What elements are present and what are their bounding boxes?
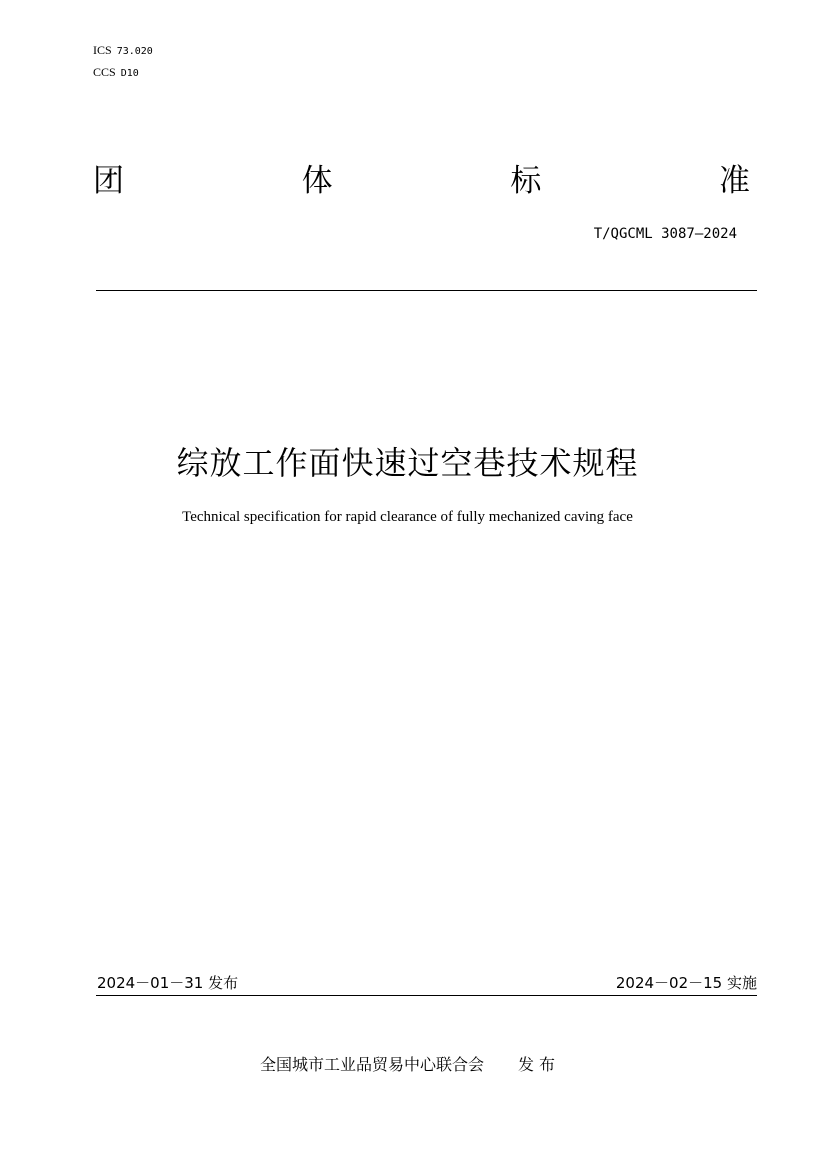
standard-number: T/QGCML 3087—2024 — [593, 226, 737, 242]
standard-type-heading — [93, 155, 750, 199]
title-chinese: 综放工作面快速过空巷技术规程 — [176, 444, 639, 482]
implementation-date: 2024－02－15 实施 — [615, 974, 757, 992]
standard-type-char: 团 — [93, 162, 124, 199]
ics-value: 73.020 — [116, 46, 153, 57]
publish-verb: 发 布 — [517, 1055, 556, 1074]
standard-type-char: 标 — [510, 162, 542, 199]
ics-code — [93, 40, 153, 62]
standard-type-char: 准 — [718, 162, 750, 199]
publisher-name: 全国城市工业品贸易中心联合会 — [259, 1055, 484, 1074]
ccs-label: CCS — [93, 65, 116, 79]
ccs-code — [93, 62, 153, 84]
bottom-divider — [96, 995, 757, 996]
release-date: 2024－01－31 发布 — [97, 974, 239, 992]
ccs-value: D10 — [120, 68, 139, 79]
publisher-line — [0, 1052, 815, 1075]
ics-label: ICS — [93, 43, 112, 57]
classification-codes — [93, 40, 153, 84]
top-divider — [96, 290, 757, 291]
standard-type-char: 体 — [301, 162, 333, 199]
title-english: Technical specification for rapid clearance of fully mechanized caving face — [182, 509, 633, 525]
